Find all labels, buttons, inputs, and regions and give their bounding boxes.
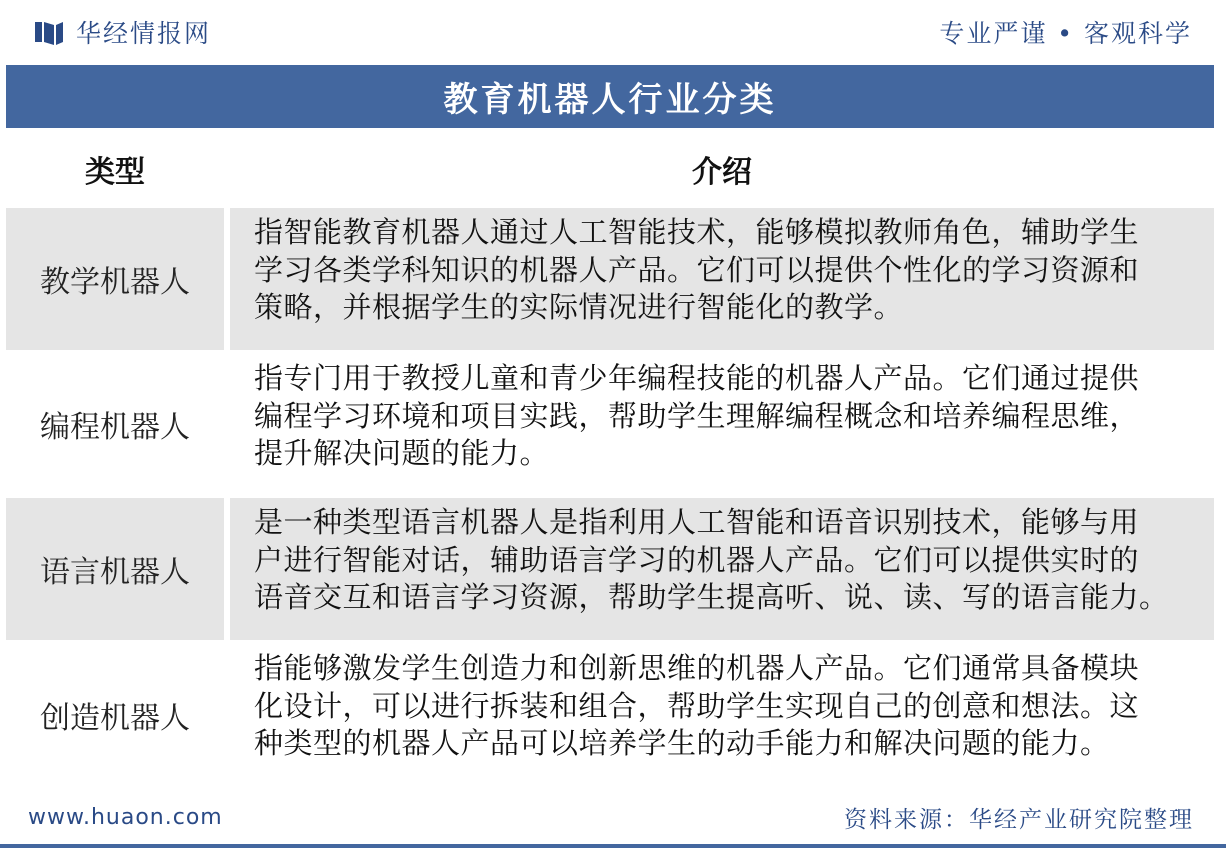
intro-line: 策略，并根据学生的实际情况进行智能化的教学。 [254,290,904,324]
slogan: 专业严谨 • 客观科学 [939,19,1192,48]
intro-line: 语音交互和语言学习资源，帮助学生提高听、说、读、写的语言能力。 [254,580,1169,614]
table-row [6,354,1214,494]
intro-line: 学习各类学科知识的机器人产品。它们可以提供个性化的学习资源和 [254,252,1140,287]
row-type-cell: 教学机器人 [6,208,224,350]
table-row [6,498,1214,640]
intro-line: 户进行智能对话，辅助语言学习的机器人产品。它们可以提供实时的 [254,542,1140,577]
intro-line: 是一种类型语言机器人是指利用人工智能和语音识别技术，能够与用 [254,505,1140,539]
intro-line: 指智能教育机器人通过人工智能技术，能够模拟教师角色，辅助学生 [254,215,1140,249]
header [0,0,1226,64]
row-intro-cell [230,208,1214,350]
source-note: 资料来源：华经产业研究院整理 [844,806,1194,833]
intro-line: 种类型的机器人产品可以培养学生的动手能力和解决问题的能力。 [254,726,1110,760]
page-title: 教育机器人行业分类 [443,80,777,120]
intro-line: 指能够激发学生创造力和创新思维的机器人产品。它们通常具备模块 [254,651,1140,685]
brand-name: 华经情报网 [76,19,212,48]
row-intro-cell [230,354,1214,494]
column-header-type: 类型 [85,155,145,190]
bottom-divider [0,844,1226,848]
brand[interactable] [34,14,211,50]
row-intro-cell [230,644,1214,786]
title-bar [6,65,1214,128]
column-header-intro: 介绍 [692,155,752,190]
intro-line: 化设计，可以进行拆装和组合，帮助学生实现自己的创意和想法。这 [254,688,1140,723]
row-type-cell: 编程机器人 [40,410,190,445]
footer [0,792,1226,842]
book-logo-icon [34,19,64,45]
website-link[interactable]: www.huaon.com [28,804,223,830]
table-row [6,208,1214,350]
intro-line: 指专门用于教授儿童和青少年编程技能的机器人产品。它们通过提供 [254,361,1140,395]
intro-line: 提升解决问题的能力。 [254,436,550,470]
intro-line: 编程学习环境和项目实践，帮助学生理解编程概念和培养编程思维， [254,398,1140,433]
row-type-cell: 创造机器人 [40,701,190,736]
row-type-cell: 语言机器人 [6,498,224,640]
table-row [6,644,1214,786]
row-intro-cell [230,498,1214,640]
